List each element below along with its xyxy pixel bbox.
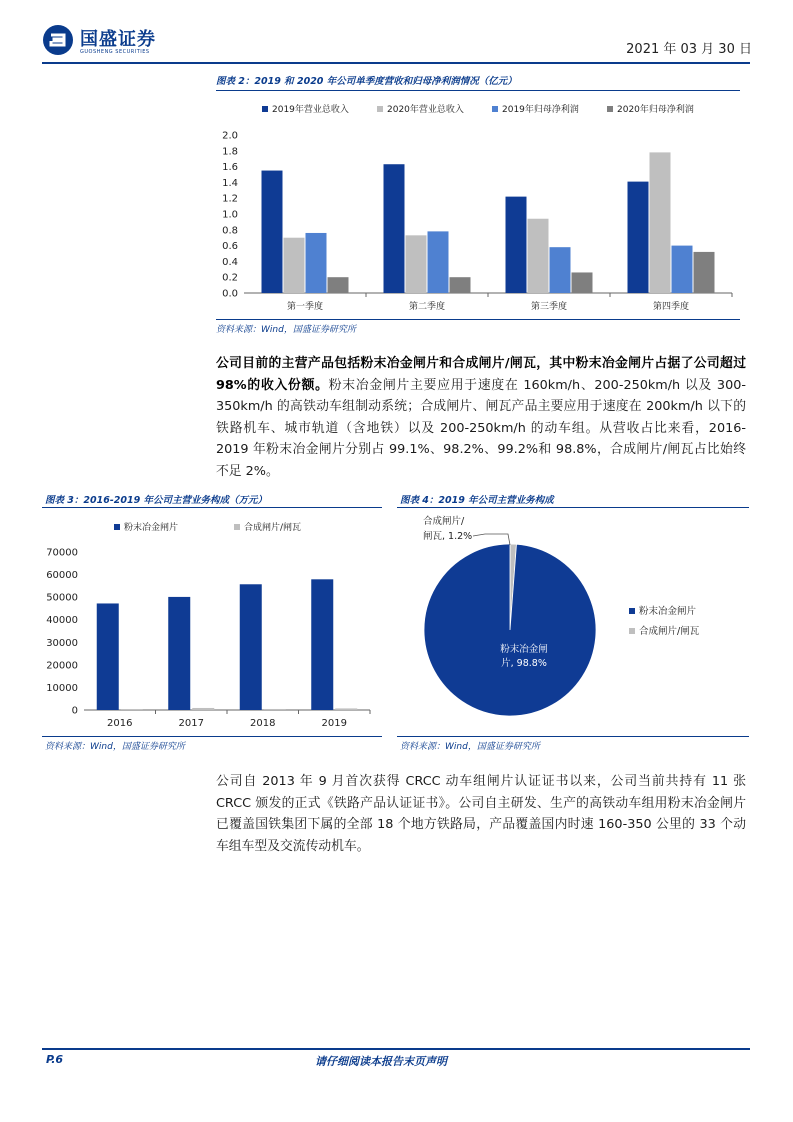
bar	[335, 708, 357, 710]
y-tick-label: 0.2	[222, 272, 238, 284]
x-category-label: 第二季度	[408, 302, 446, 312]
bar	[550, 247, 571, 293]
legend-label: 2020年营业总收入	[387, 105, 464, 115]
figure2-top-rule	[216, 90, 740, 91]
y-tick-label: 50000	[46, 592, 78, 604]
page-number: P.6	[46, 1053, 64, 1066]
pie-slice	[424, 544, 596, 716]
y-tick-label: 1.6	[222, 162, 238, 174]
bar	[264, 709, 286, 710]
legend-label: 2019年归母净利润	[502, 105, 579, 115]
header	[42, 22, 752, 62]
bar	[406, 235, 427, 293]
y-tick-label: 0.8	[222, 225, 238, 237]
bar	[328, 277, 349, 293]
x-category-label: 2016	[107, 718, 133, 729]
brand-subtitle: GUOSHENG SECURITIES	[80, 49, 150, 55]
figure3-top-rule	[42, 507, 382, 508]
paragraph-main-products	[216, 353, 746, 482]
figure2-source: 资料来源：Wind，国盛证券研究所	[216, 325, 356, 335]
bar	[384, 164, 405, 293]
paragraph-crcc-certification: 公司自 2013 年 9 月首次获得 CRCC 动车组闸片认证证书以来，公司当前共持有 11 张 CRCC 颁发的正式《铁路产品认证证书》。公司自主研发、生产的高铁动车组用粉末冶金闸片已覆盖国铁集团下属的全部 18 个地方铁路局，产品覆盖国内时速 160-350 公里的 33 个动车组车型及交流传动机车。	[216, 774, 746, 854]
bar	[672, 246, 693, 293]
legend-label: 粉末冶金闸片	[124, 523, 179, 533]
bar	[121, 709, 143, 710]
bar	[168, 597, 190, 710]
bar	[192, 708, 214, 710]
paragraph-main-products-bold: 公司目前的主营产品包括粉末冶金闸片和合成闸片/闸瓦，其中粉末冶金闸片占据了公司超过 98%的收入份额。	[216, 356, 746, 393]
pie-label: 合成闸片/	[423, 516, 465, 527]
report-date: 2021 年 03 月 30 日	[626, 42, 752, 57]
y-tick-label: 60000	[46, 570, 78, 582]
bar	[694, 252, 715, 293]
bar	[97, 603, 119, 710]
legend-swatch	[629, 608, 635, 614]
bar	[650, 152, 671, 293]
legend-label: 2020年归母净利润	[617, 105, 694, 115]
x-category-label: 2019	[321, 718, 347, 729]
figure4-bottom-rule	[397, 736, 749, 737]
brand-name: 国盛证券	[80, 29, 156, 50]
legend-swatch	[114, 524, 120, 530]
bar	[628, 182, 649, 293]
y-tick-label: 0.0	[222, 288, 238, 300]
revenue-composition-bar-chart	[42, 512, 387, 734]
disclaimer-notice: 请仔细阅读本报告末页声明	[315, 1055, 447, 1068]
brand-logo-icon	[42, 24, 74, 56]
legend-swatch	[607, 106, 613, 112]
pie-leader-line	[473, 534, 510, 545]
bar	[528, 219, 549, 293]
y-tick-label: 2.0	[222, 130, 238, 142]
legend-swatch	[234, 524, 240, 530]
y-tick-label: 70000	[46, 547, 78, 559]
figure4-source: 资料来源：Wind，国盛证券研究所	[400, 742, 540, 752]
y-tick-label: 1.2	[222, 193, 238, 205]
legend-swatch	[377, 106, 383, 112]
y-tick-label: 30000	[46, 637, 78, 649]
y-tick-label: 1.8	[222, 146, 238, 158]
legend-swatch	[629, 628, 635, 634]
figure3-bottom-rule	[42, 736, 382, 737]
legend-swatch	[492, 106, 498, 112]
bar	[311, 579, 333, 710]
pie-label: 闸瓦, 1.2%	[423, 531, 473, 542]
x-category-label: 第一季度	[286, 302, 324, 312]
bar	[450, 277, 471, 293]
legend-swatch	[262, 106, 268, 112]
y-tick-label: 0.6	[222, 241, 238, 253]
bar	[284, 238, 305, 293]
pie-label: 粉末冶金闸	[500, 644, 548, 655]
y-tick-label: 1.0	[222, 209, 238, 221]
header-rule	[42, 62, 750, 64]
revenue-composition-pie-chart	[397, 510, 749, 734]
x-category-label: 第四季度	[652, 302, 690, 312]
bar	[572, 272, 593, 293]
legend-label: 2019年营业总收入	[272, 105, 349, 115]
legend-label: 合成闸片/闸瓦	[244, 523, 302, 533]
bar	[306, 233, 327, 293]
figure4-top-rule	[397, 507, 749, 508]
x-category-label: 第三季度	[530, 302, 568, 312]
y-tick-label: 0	[71, 705, 78, 717]
figure4-title: 图表 4：2019 年公司主营业务构成	[400, 495, 554, 506]
legend-label: 粉末冶金闸片	[639, 606, 697, 617]
bar	[506, 197, 527, 293]
figure3-source: 资料来源：Wind，国盛证券研究所	[45, 742, 185, 752]
y-tick-label: 1.4	[222, 177, 238, 189]
y-tick-label: 20000	[46, 660, 78, 672]
bar	[240, 584, 262, 710]
bar	[262, 171, 283, 293]
x-category-label: 2017	[178, 718, 204, 729]
legend-label: 合成闸片/闸瓦	[639, 626, 700, 637]
x-category-label: 2018	[250, 718, 276, 729]
y-tick-label: 10000	[46, 682, 78, 694]
figure3-title: 图表 3：2016-2019 年公司主营业务构成（万元）	[45, 495, 268, 506]
figure2-bottom-rule	[216, 319, 740, 320]
pie-label: 片, 98.8%	[501, 658, 547, 669]
paragraph-main-products-text: 粉末冶金闸片主要应用于速度在 160km/h、200-250km/h 以及 300-350km/h 的高铁动车组制动系统；合成闸片、闸瓦产品主要应用于速度在 200km/h 以下的铁路机车、城市轨道（含地铁）以及 200-250km/h 的动车组。从营收占比来看，2016-2019 年粉末冶金闸片分别占 99.1%、98.2%、99.2%和 98.8%，合成闸片/闸瓦占比始终不足 2%。	[216, 377, 746, 479]
quarterly-revenue-profit-chart	[200, 94, 740, 316]
bar	[428, 231, 449, 293]
y-tick-label: 0.4	[222, 256, 238, 268]
footer-rule	[42, 1048, 750, 1050]
y-tick-label: 40000	[46, 615, 78, 627]
figure2-title: 图表 2：2019 和 2020 年公司单季度营收和归母净利润情况（亿元）	[216, 76, 517, 87]
